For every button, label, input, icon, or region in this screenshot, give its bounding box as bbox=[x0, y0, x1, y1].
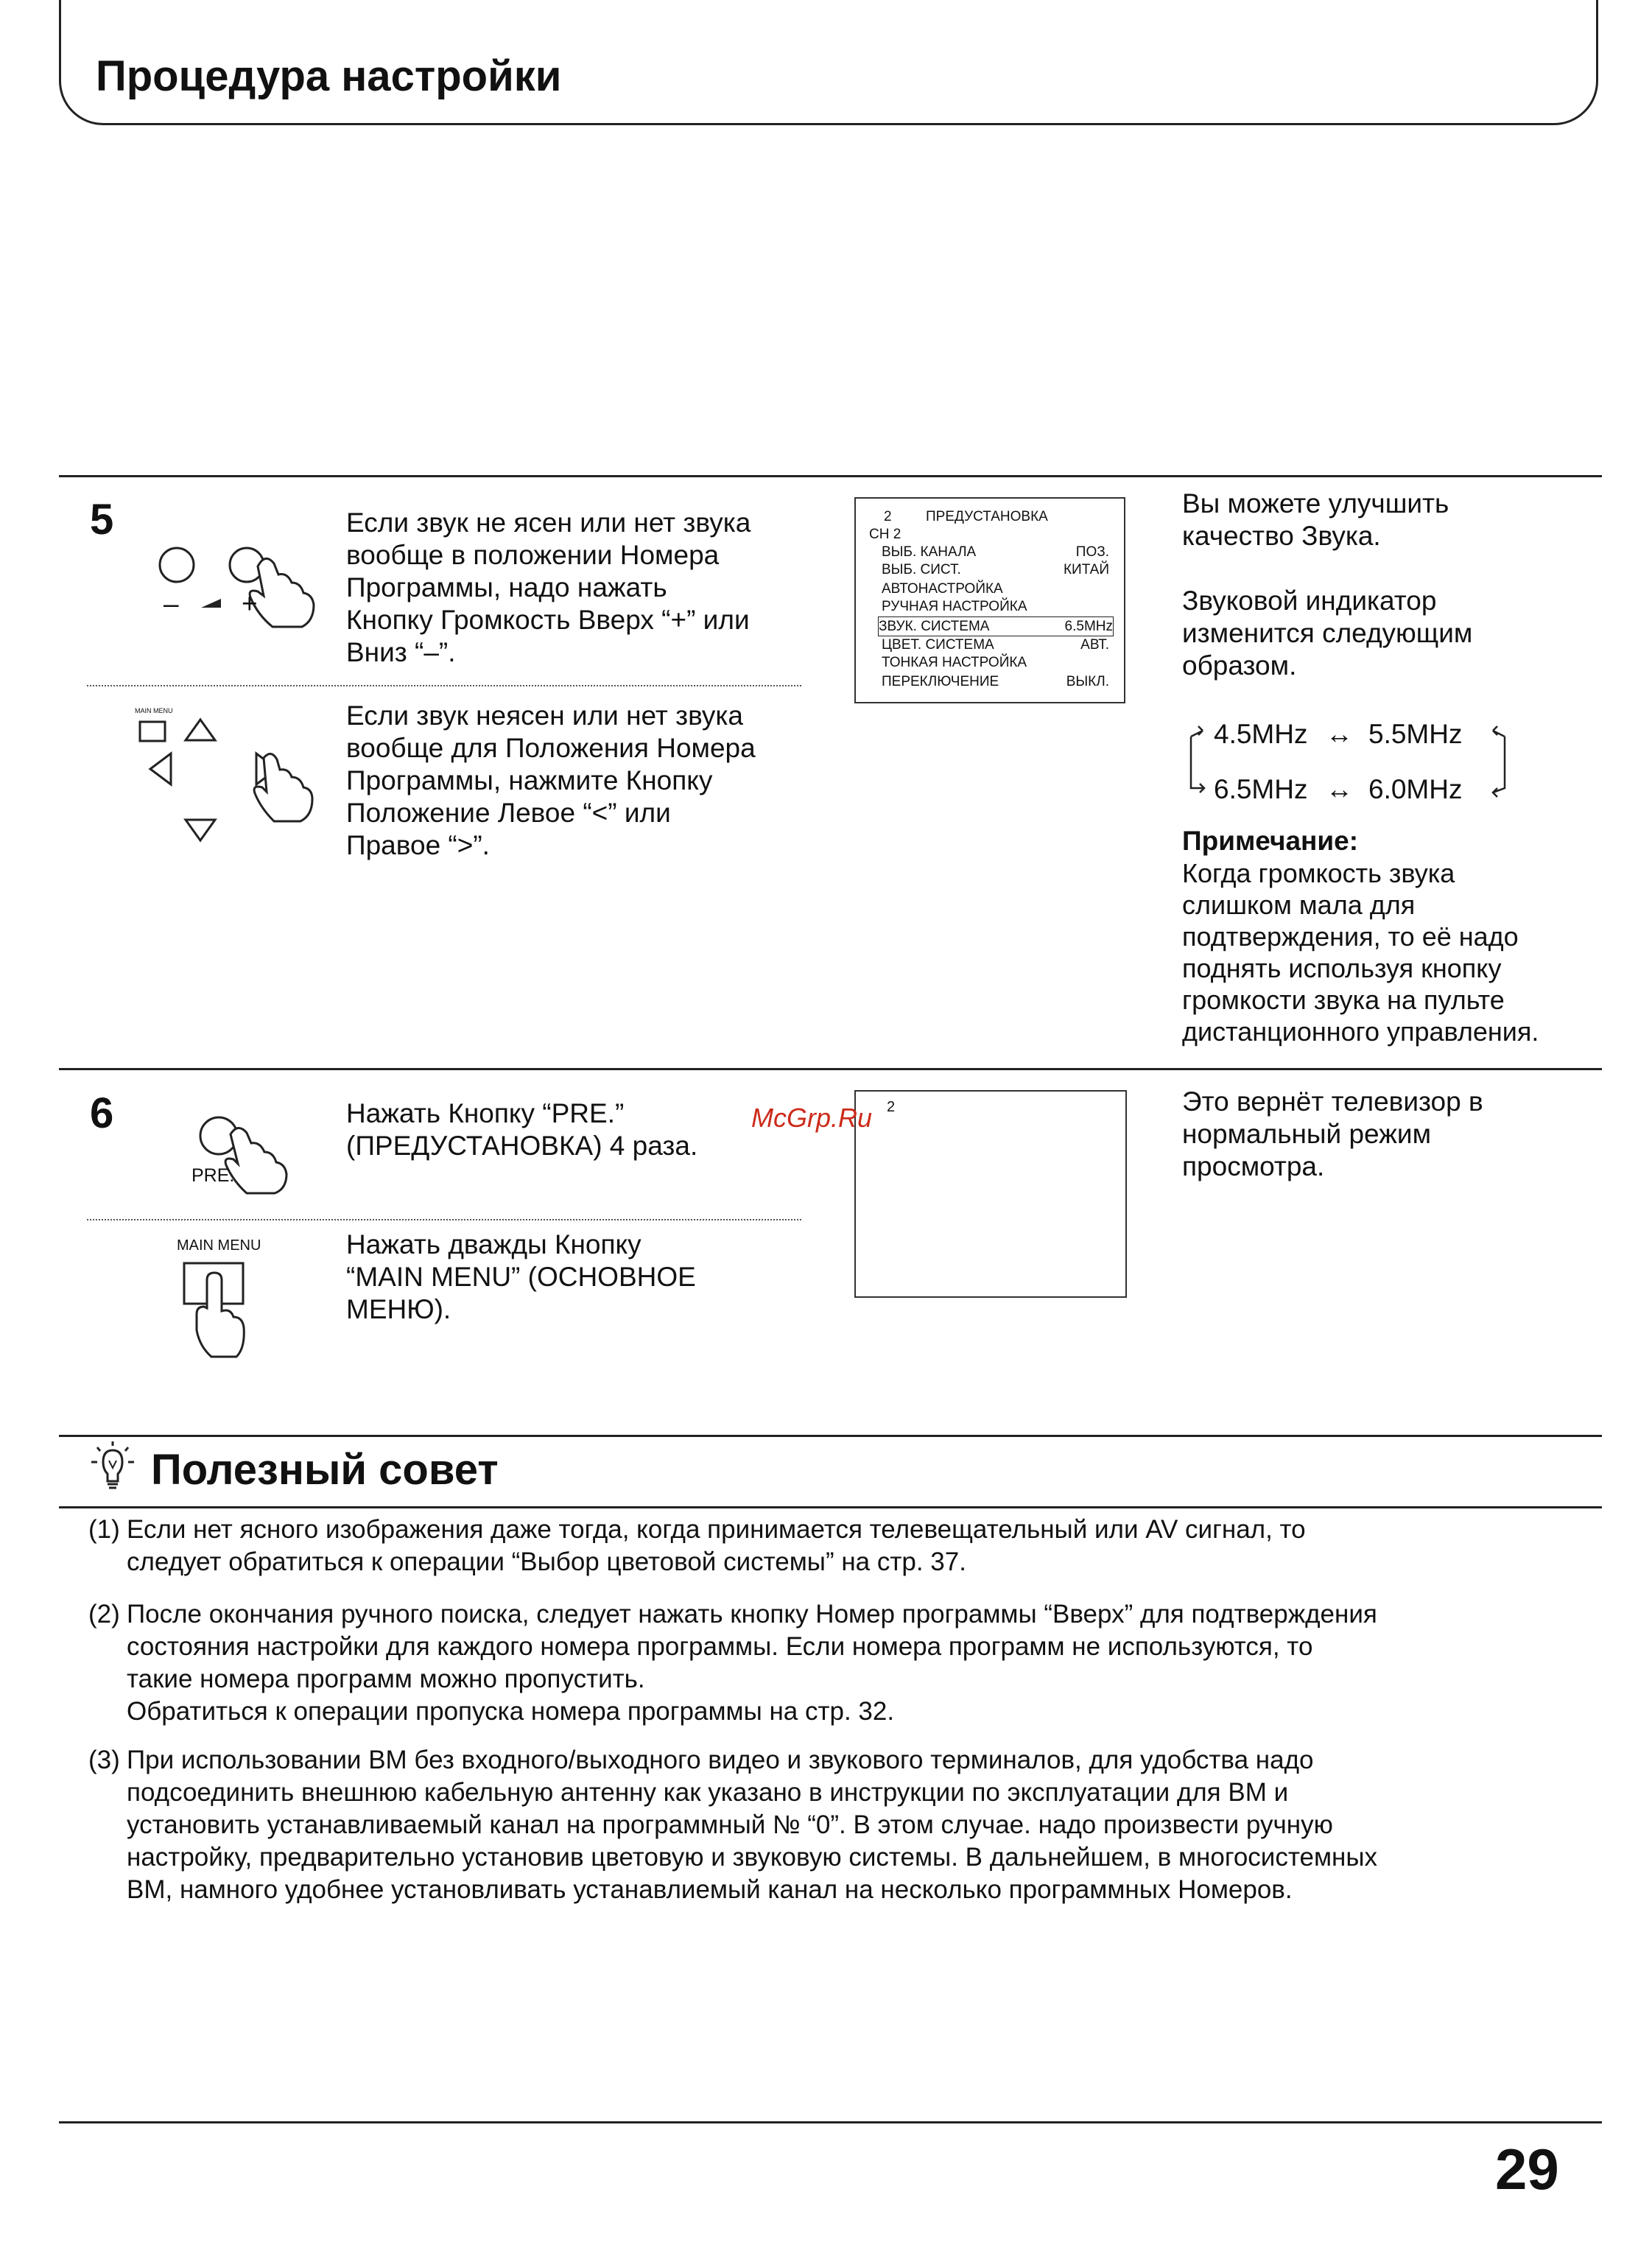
menu-row: ПЕРЕКЛЮЧЕНИЕ ВЫКЛ. bbox=[882, 674, 1109, 689]
volume-minus-label: – bbox=[164, 589, 179, 619]
main-menu-small-label: MAIN MENU bbox=[135, 707, 173, 714]
note-title: Примечание: bbox=[1182, 826, 1359, 856]
volume-plus-label: + bbox=[242, 589, 258, 619]
tip-item-text: При использовании ВМ без входного/выходного видео и звукового терминалов, для удобства надо подсоединить внешнюю кабельную антенну как указано в инструкции по эксплуатации для ВМ и установить устанавливаемый канал на программный № “0”. В этом случае. надо произвести ручную настройку, предварительно установив цветовую и звуковую системы. В дальнейшем, в многосистемных ВМ, намного удобнее установливать устанавлиемый канал на несколько программных Номеров. bbox=[127, 1746, 1377, 1904]
section-divider bbox=[59, 1068, 1602, 1070]
main-menu-button-icon bbox=[180, 1259, 254, 1363]
menu-row: ЦВЕТ. СИСТЕМА АВТ. bbox=[882, 637, 1109, 653]
step5-right-text-2: Звуковой индикатор изменится следующим образом. bbox=[1182, 586, 1473, 681]
step-number: 6 bbox=[90, 1089, 114, 1137]
menu-row-highlighted: ЗВУК. СИСТЕМА 6.5MHz bbox=[878, 616, 1114, 636]
cycle-value-d: 6.0MHz bbox=[1368, 774, 1463, 804]
menu-row: ВЫБ. КАНАЛА ПОЗ. bbox=[882, 544, 1109, 560]
screen-program-num: 2 bbox=[887, 1099, 896, 1115]
preset-menu-screen bbox=[854, 497, 1125, 703]
step5-instruction-a: Если звук не ясен или нет звука вообще в положении Номера Программы, надо нажать Кнопку Громкость Вверх “+” или Вниз “–”. bbox=[346, 507, 751, 667]
menu-row: АВТОНАСТРОЙКА bbox=[882, 581, 1003, 597]
menu-row: ВЫБ. СИСТ. КИТАЙ bbox=[882, 562, 1109, 577]
tip-item-number: (2) bbox=[88, 1600, 120, 1629]
main-menu-button-label: MAIN MENU bbox=[177, 1237, 261, 1254]
step6-instruction-b: Нажать дважды Кнопку “MAIN MENU” (ОСНОВНОЕ МЕНЮ). bbox=[346, 1229, 696, 1324]
cycle-arrow-icon: ↔ bbox=[1326, 774, 1353, 804]
menu-row: ТОНКАЯ НАСТРОЙКА bbox=[882, 655, 1027, 670]
watermark-text: McGrp.Ru bbox=[751, 1103, 873, 1133]
menu-program-num: 2 bbox=[884, 509, 892, 524]
cycle-arrow-icon: ↔ bbox=[1326, 719, 1353, 749]
section-divider bbox=[59, 475, 1602, 477]
menu-title: ПРЕДУСТАНОВКА bbox=[926, 509, 1048, 524]
page-title: Процедура настройки bbox=[96, 52, 562, 100]
note-text: Когда громкость звука слишком мала для подтверждения, то её надо поднять используя кнопку громкости звука на пульте дистанционного управления. bbox=[1182, 858, 1539, 1047]
pre-button-label: PRE. bbox=[191, 1165, 235, 1186]
menu-channel: CH 2 bbox=[869, 527, 901, 542]
section-divider bbox=[59, 1506, 1602, 1508]
step6-right-text: Это вернёт телевизор в нормальный режим просмотра. bbox=[1182, 1086, 1483, 1181]
tv-screen bbox=[854, 1090, 1127, 1298]
cycle-value-b: 5.5MHz bbox=[1368, 719, 1463, 749]
section-divider bbox=[59, 1435, 1602, 1437]
cursor-buttons-icon bbox=[133, 711, 331, 858]
dotted-separator bbox=[87, 685, 801, 686]
tip-item-text: Если нет ясного изображения даже тогда, когда принимается телевещательный или AV сигнал, то следует обратиться к операции “Выбор цветовой системы” на стр. 37. bbox=[127, 1515, 1306, 1576]
dotted-separator bbox=[87, 1219, 801, 1220]
page-number: 29 bbox=[1495, 2137, 1559, 2202]
lightbulb-icon bbox=[87, 1440, 138, 1495]
tip-item-text: После окончания ручного поиска, следует нажать кнопку Номер программы “Вверх” для подтверждения состояния настройки для каждого номера программы. Если номера программ не используются, то такие номера программ можно пропустить. Обратиться к операции пропуска номера программы на стр. 32. bbox=[127, 1600, 1377, 1726]
step-number: 5 bbox=[90, 496, 114, 544]
tips-title: Полезный совет bbox=[151, 1446, 499, 1494]
step6-instruction-a: Нажать Кнопку “PRE.” (ПРЕДУСТАНОВКА) 4 раза. bbox=[346, 1098, 698, 1161]
tip-item-number: (1) bbox=[88, 1515, 120, 1544]
step5-right-text-1: Вы можете улучшить качество Звука. bbox=[1182, 488, 1449, 551]
footer-divider bbox=[59, 2121, 1602, 2123]
step5-instruction-b: Если звук неясен или нет звука вообще для Положения Номера Программы, нажмите Кнопку Положение Левое “<” или Правое “>”. bbox=[346, 700, 756, 860]
tip-item-number: (3) bbox=[88, 1746, 120, 1774]
cycle-value-a: 4.5MHz bbox=[1214, 719, 1308, 749]
cycle-value-c: 6.5MHz bbox=[1214, 774, 1308, 804]
menu-row: РУЧНАЯ НАСТРОЙКА bbox=[882, 599, 1027, 614]
